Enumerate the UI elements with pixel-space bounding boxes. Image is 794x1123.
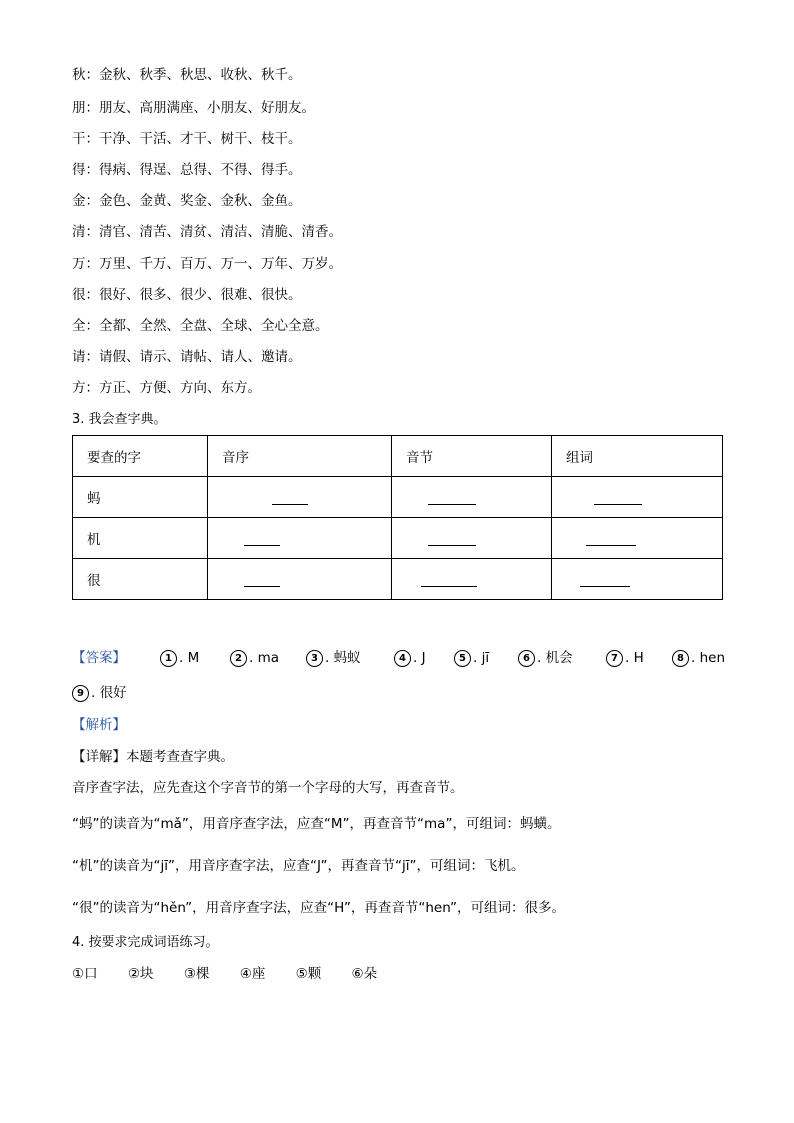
answer-text: . M <box>179 650 200 666</box>
table-row <box>73 518 723 559</box>
table-header-cell: 组词 <box>552 436 723 477</box>
answer-item <box>518 648 573 668</box>
answer-blank <box>421 586 477 587</box>
answer-blank <box>244 545 280 546</box>
table-header-cell: 音序 <box>208 436 392 477</box>
answer-text: . jī <box>473 650 490 666</box>
q4-option: ③棵 <box>183 966 210 982</box>
syllable-cell <box>392 518 552 559</box>
answer-blank <box>244 586 280 587</box>
q4-option: ②块 <box>127 966 154 982</box>
q4-option: ④座 <box>239 966 266 982</box>
word-line: 朋：朋友、高朋满座、小朋友、好朋友。 <box>72 100 315 116</box>
answer-blank <box>428 545 476 546</box>
word-line: 清：清官、清苦、清贫、清洁、清脆、清香。 <box>72 224 342 240</box>
answer-text: . H <box>625 650 644 666</box>
detail-line: 【详解】本题考查查字典。 <box>72 749 234 765</box>
table-row <box>73 559 723 600</box>
table-header-cell: 要查的字 <box>73 436 208 477</box>
answer-blank <box>586 545 636 546</box>
circled-number: 5 <box>454 650 471 667</box>
answer-item <box>160 648 199 668</box>
circled-number: 6 <box>518 650 535 667</box>
explain-line: “机”的读音为“jī”，用音序查字法，应查“J”，再查音节“jī”，可组词：飞机。 <box>72 858 525 874</box>
word-cell <box>552 518 723 559</box>
answer-text: . J <box>413 650 426 666</box>
table-header-cell: 音节 <box>392 436 552 477</box>
circled-number: 8 <box>672 650 689 667</box>
word-cell <box>552 477 723 518</box>
word-line: 请：请假、请示、请帖、请人、邀请。 <box>72 349 302 365</box>
char-cell: 很 <box>73 559 208 600</box>
analysis-label: 【解析】 <box>72 717 126 733</box>
explain-line: “蚂”的读音为“mǎ”，用音序查字法，应查“M”，再查音节“ma”，可组词：蚂蟥。 <box>72 816 561 832</box>
table-header-row <box>73 436 723 477</box>
char-cell: 机 <box>73 518 208 559</box>
circled-number: 3 <box>306 650 323 667</box>
answer-item <box>454 648 489 668</box>
answer-blank <box>594 504 642 505</box>
q4-options <box>72 964 377 984</box>
char-cell: 蚂 <box>73 477 208 518</box>
answer-blank <box>272 504 308 505</box>
circled-number: 4 <box>394 650 411 667</box>
answer-item <box>606 648 644 668</box>
explain-line: “很”的读音为“hěn”，用音序查字法，应查“H”，再查音节“hen”，可组词：很多。 <box>72 900 566 916</box>
answer-text: . hen <box>691 650 726 666</box>
answer-text: . 蚂蚁 <box>325 650 361 666</box>
word-line: 万：万里、千万、百万、万一、万年、万岁。 <box>72 256 342 272</box>
word-line: 干：干净、干活、才干、树干、枝干。 <box>72 131 302 147</box>
circled-number: 2 <box>230 650 247 667</box>
initial-cell <box>208 559 392 600</box>
word-line: 金：金色、金黄、奖金、金秋、金鱼。 <box>72 193 302 209</box>
answer-text: . 很好 <box>91 685 127 701</box>
answer-blank <box>580 586 630 587</box>
syllable-cell <box>392 477 552 518</box>
q4-option: ⑤颗 <box>295 966 322 982</box>
answer-item <box>306 648 361 668</box>
word-line: 全：全都、全然、全盘、全球、全心全意。 <box>72 318 329 334</box>
word-line: 秋：金秋、秋季、秋思、收秋、秋千。 <box>72 67 302 83</box>
circled-number: 1 <box>160 650 177 667</box>
q4-option: ⑥朵 <box>351 966 378 982</box>
word-line: 得：得病、得逞、总得、不得、得手。 <box>72 162 302 178</box>
answer-item <box>230 648 279 668</box>
word-line: 方：方正、方便、方向、东方。 <box>72 380 261 396</box>
circled-number: 9 <box>72 685 89 702</box>
initial-cell <box>208 477 392 518</box>
table-row <box>73 477 723 518</box>
circled-number: 7 <box>606 650 623 667</box>
word-cell <box>552 559 723 600</box>
answer-row <box>72 648 734 668</box>
q4-option: ①口 <box>72 966 98 982</box>
answer-item <box>72 683 127 703</box>
syllable-cell <box>392 559 552 600</box>
answer-item <box>394 648 426 668</box>
answer-label: 【答案】 <box>72 650 126 666</box>
answer-item <box>672 648 725 668</box>
answer-text: . 机会 <box>537 650 573 666</box>
question-4-title: 4. 按要求完成词语练习。 <box>72 935 219 950</box>
dictionary-table <box>72 435 723 600</box>
question-3-title: 3. 我会查字典。 <box>72 412 167 427</box>
answer-blank <box>428 504 476 505</box>
answer-text: . ma <box>249 650 280 666</box>
word-line: 很：很好、很多、很少、很难、很快。 <box>72 287 302 303</box>
initial-cell <box>208 518 392 559</box>
method-line: 音序查字法，应先查这个字音节的第一个字母的大写，再查音节。 <box>72 780 464 796</box>
